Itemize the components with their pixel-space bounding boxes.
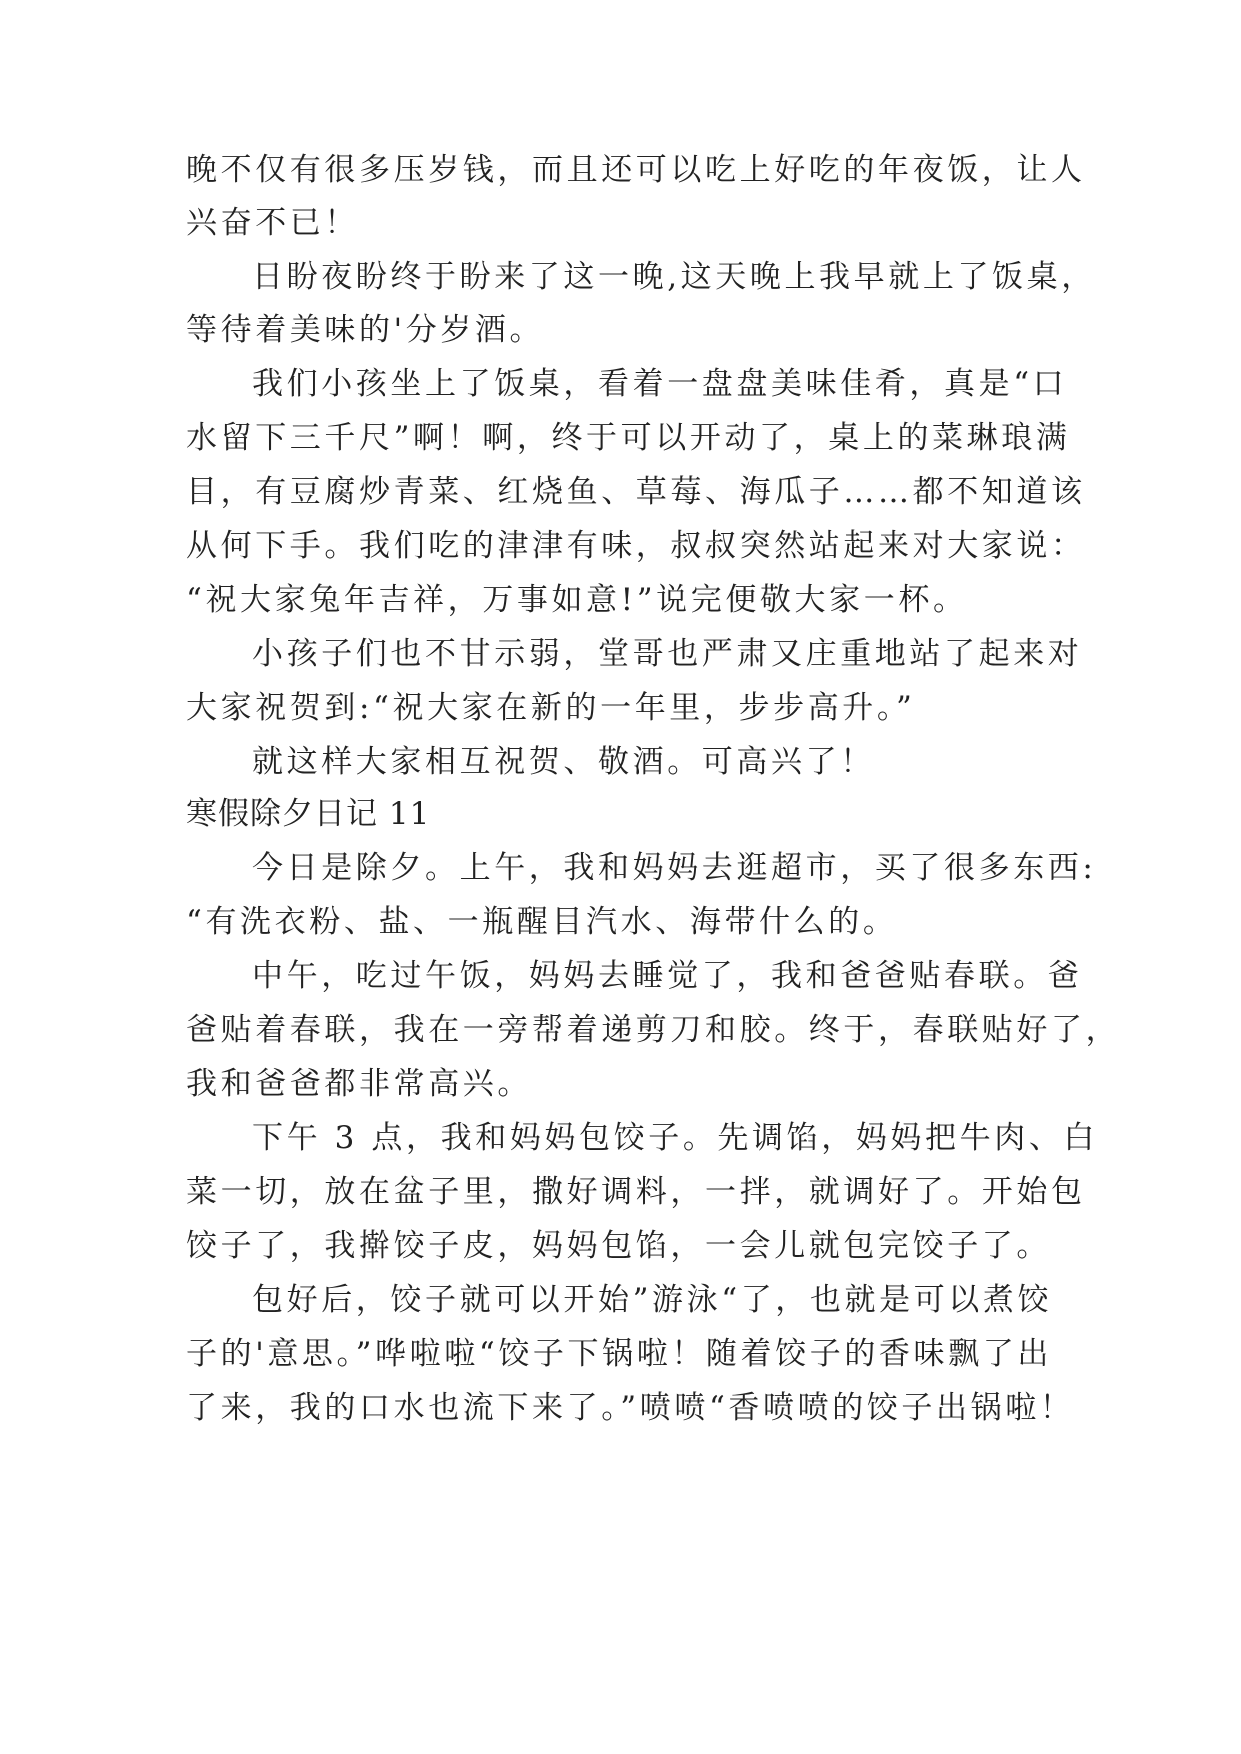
paragraph-line: 今日是除夕。上午，我和妈妈去逛超市，买了很多东西: (252, 850, 1097, 886)
paragraph-line: 中午，吃过午饭，妈妈去睡觉了，我和爸爸贴春联。爸 (252, 958, 1083, 994)
section-heading: 寒假除夕日记 11 (186, 796, 431, 832)
paragraph-line: 饺子了，我擀饺子皮，妈妈包馅，一会儿就包完饺子了。 (186, 1228, 1051, 1264)
paragraph-line: 我和爸爸都非常高兴。 (186, 1066, 532, 1102)
paragraph-line: 大家祝贺到:“祝大家在新的一年里，步步高升。” (186, 690, 916, 726)
paragraph-line: 小孩子们也不甘示弱，堂哥也严肃又庄重地站了起来对 (252, 636, 1083, 672)
paragraph-line: “有洗衣粉、盐、一瓶醒目汽水、海带什么的。 (186, 904, 898, 940)
paragraph-line: 包好后，饺子就可以开始”游泳“了，也就是可以煮饺 (252, 1282, 1053, 1318)
paragraph-line: 晚不仅有很多压岁钱，而且还可以吃上好吃的年夜饭，让人 (186, 152, 1086, 188)
paragraph-line: 等待着美味的'分岁酒。 (186, 312, 545, 348)
paragraph-line: 我们小孩坐上了饭桌，看着一盘盘美味佳肴，真是“口 (252, 366, 1068, 402)
paragraph-line: 水留下三千尺”啊！啊，终于可以开动了，桌上的菜琳琅满 (186, 420, 1071, 456)
paragraph-line: 爸贴着春联，我在一旁帮着递剪刀和胶。终于，春联贴好了， (186, 1012, 1121, 1048)
paragraph-line: 日盼夜盼终于盼来了这一晚,这天晚上我早就上了饭桌， (252, 259, 1096, 295)
paragraph-line: 从何下手。我们吃的津津有味，叔叔突然站起来对大家说： (186, 528, 1086, 564)
paragraph-line: 了来，我的口水也流下来了。”喷喷“香喷喷的饺子出锅啦！ (186, 1390, 1075, 1426)
paragraph-line: 兴奋不已！ (186, 205, 359, 241)
paragraph-line: 下午 3 点，我和妈妈包饺子。先调馅，妈妈把牛肉、白 (252, 1120, 1099, 1156)
paragraph-line: “祝大家兔年吉祥，万事如意!”说完便敬大家一杯。 (186, 582, 968, 618)
paragraph-line: 就这样大家相互祝贺、敬酒。可高兴了！ (252, 744, 875, 780)
paragraph-line: 子的'意思。”哗啦啦“饺子下锅啦！随着饺子的香味飘了出 (186, 1336, 1052, 1372)
paragraph-line: 目，有豆腐炒青菜、红烧鱼、草莓、海瓜子……都不知道该 (186, 474, 1086, 510)
paragraph-line: 菜一切，放在盆子里，撒好调料，一拌，就调好了。开始包 (186, 1174, 1086, 1210)
